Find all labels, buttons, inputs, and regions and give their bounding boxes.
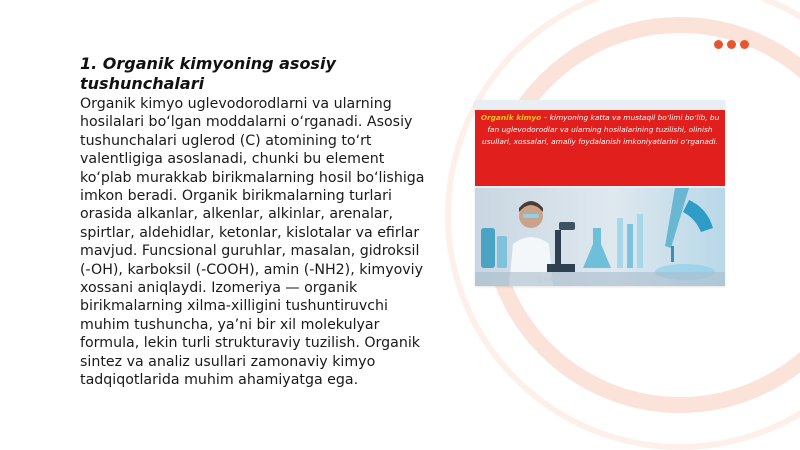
image-watermark: CANSTOCK: [537, 276, 588, 284]
definition-text: [479, 112, 721, 148]
lab-scientist-photo: [475, 188, 725, 286]
dot-icon: [727, 40, 736, 49]
dot-icon: [714, 40, 723, 49]
dot-icon: [740, 40, 749, 49]
slide-body-text: Organik kimyo uglevodorodlarni va ularning hosilalari bo‘lgan moddalarni o‘rganadi. Asosiy tushunchalari uglerod (C) atomining to‘rt valentligiga asoslanadi, chunki bu element ko‘plab murakkab birikmalarning hosil bo‘lishiga imkon beradi. Organik birikmalarning turlari orasida alkanlar, alkenlar, alkinlar, arenalar, spirtlar, aldehidlar, ketonlar, kislotalar va efirlar mavjud. Funcsional guruhlar, masalan, gidroksil (-OH), karboksil (-COOH), amin (-NH2), kimyoviy xossani aniqlaydi. Izomeriya — organik birikmalarning xilma-xilligini tushuntiruvchi muhim tushuncha, ya’ni bir xil molekulyar formula, lekin turli strukturaviy tuzilish. Organik sintez va analiz usullari zamonaviy kimyo tadqiqotlarida muhim ahamiyatga ega.: [80, 96, 425, 389]
slide-title: 1. Organik kimyoning asosiy tushunchalari: [80, 54, 336, 93]
slide-dots-icon: [714, 40, 749, 49]
definition-card: [475, 100, 725, 286]
definition-term: Organik kimyo: [480, 113, 542, 122]
definition-body: – kimyoning katta va mustaqil bo‘limi bo‘lib, bu fan uglevodorodlar va ularning hosilalarining tuzilishi, olinish usullari, xossalari, amaliy foydalanish imkoniyatlarini o‘rganadi.: [482, 113, 720, 146]
